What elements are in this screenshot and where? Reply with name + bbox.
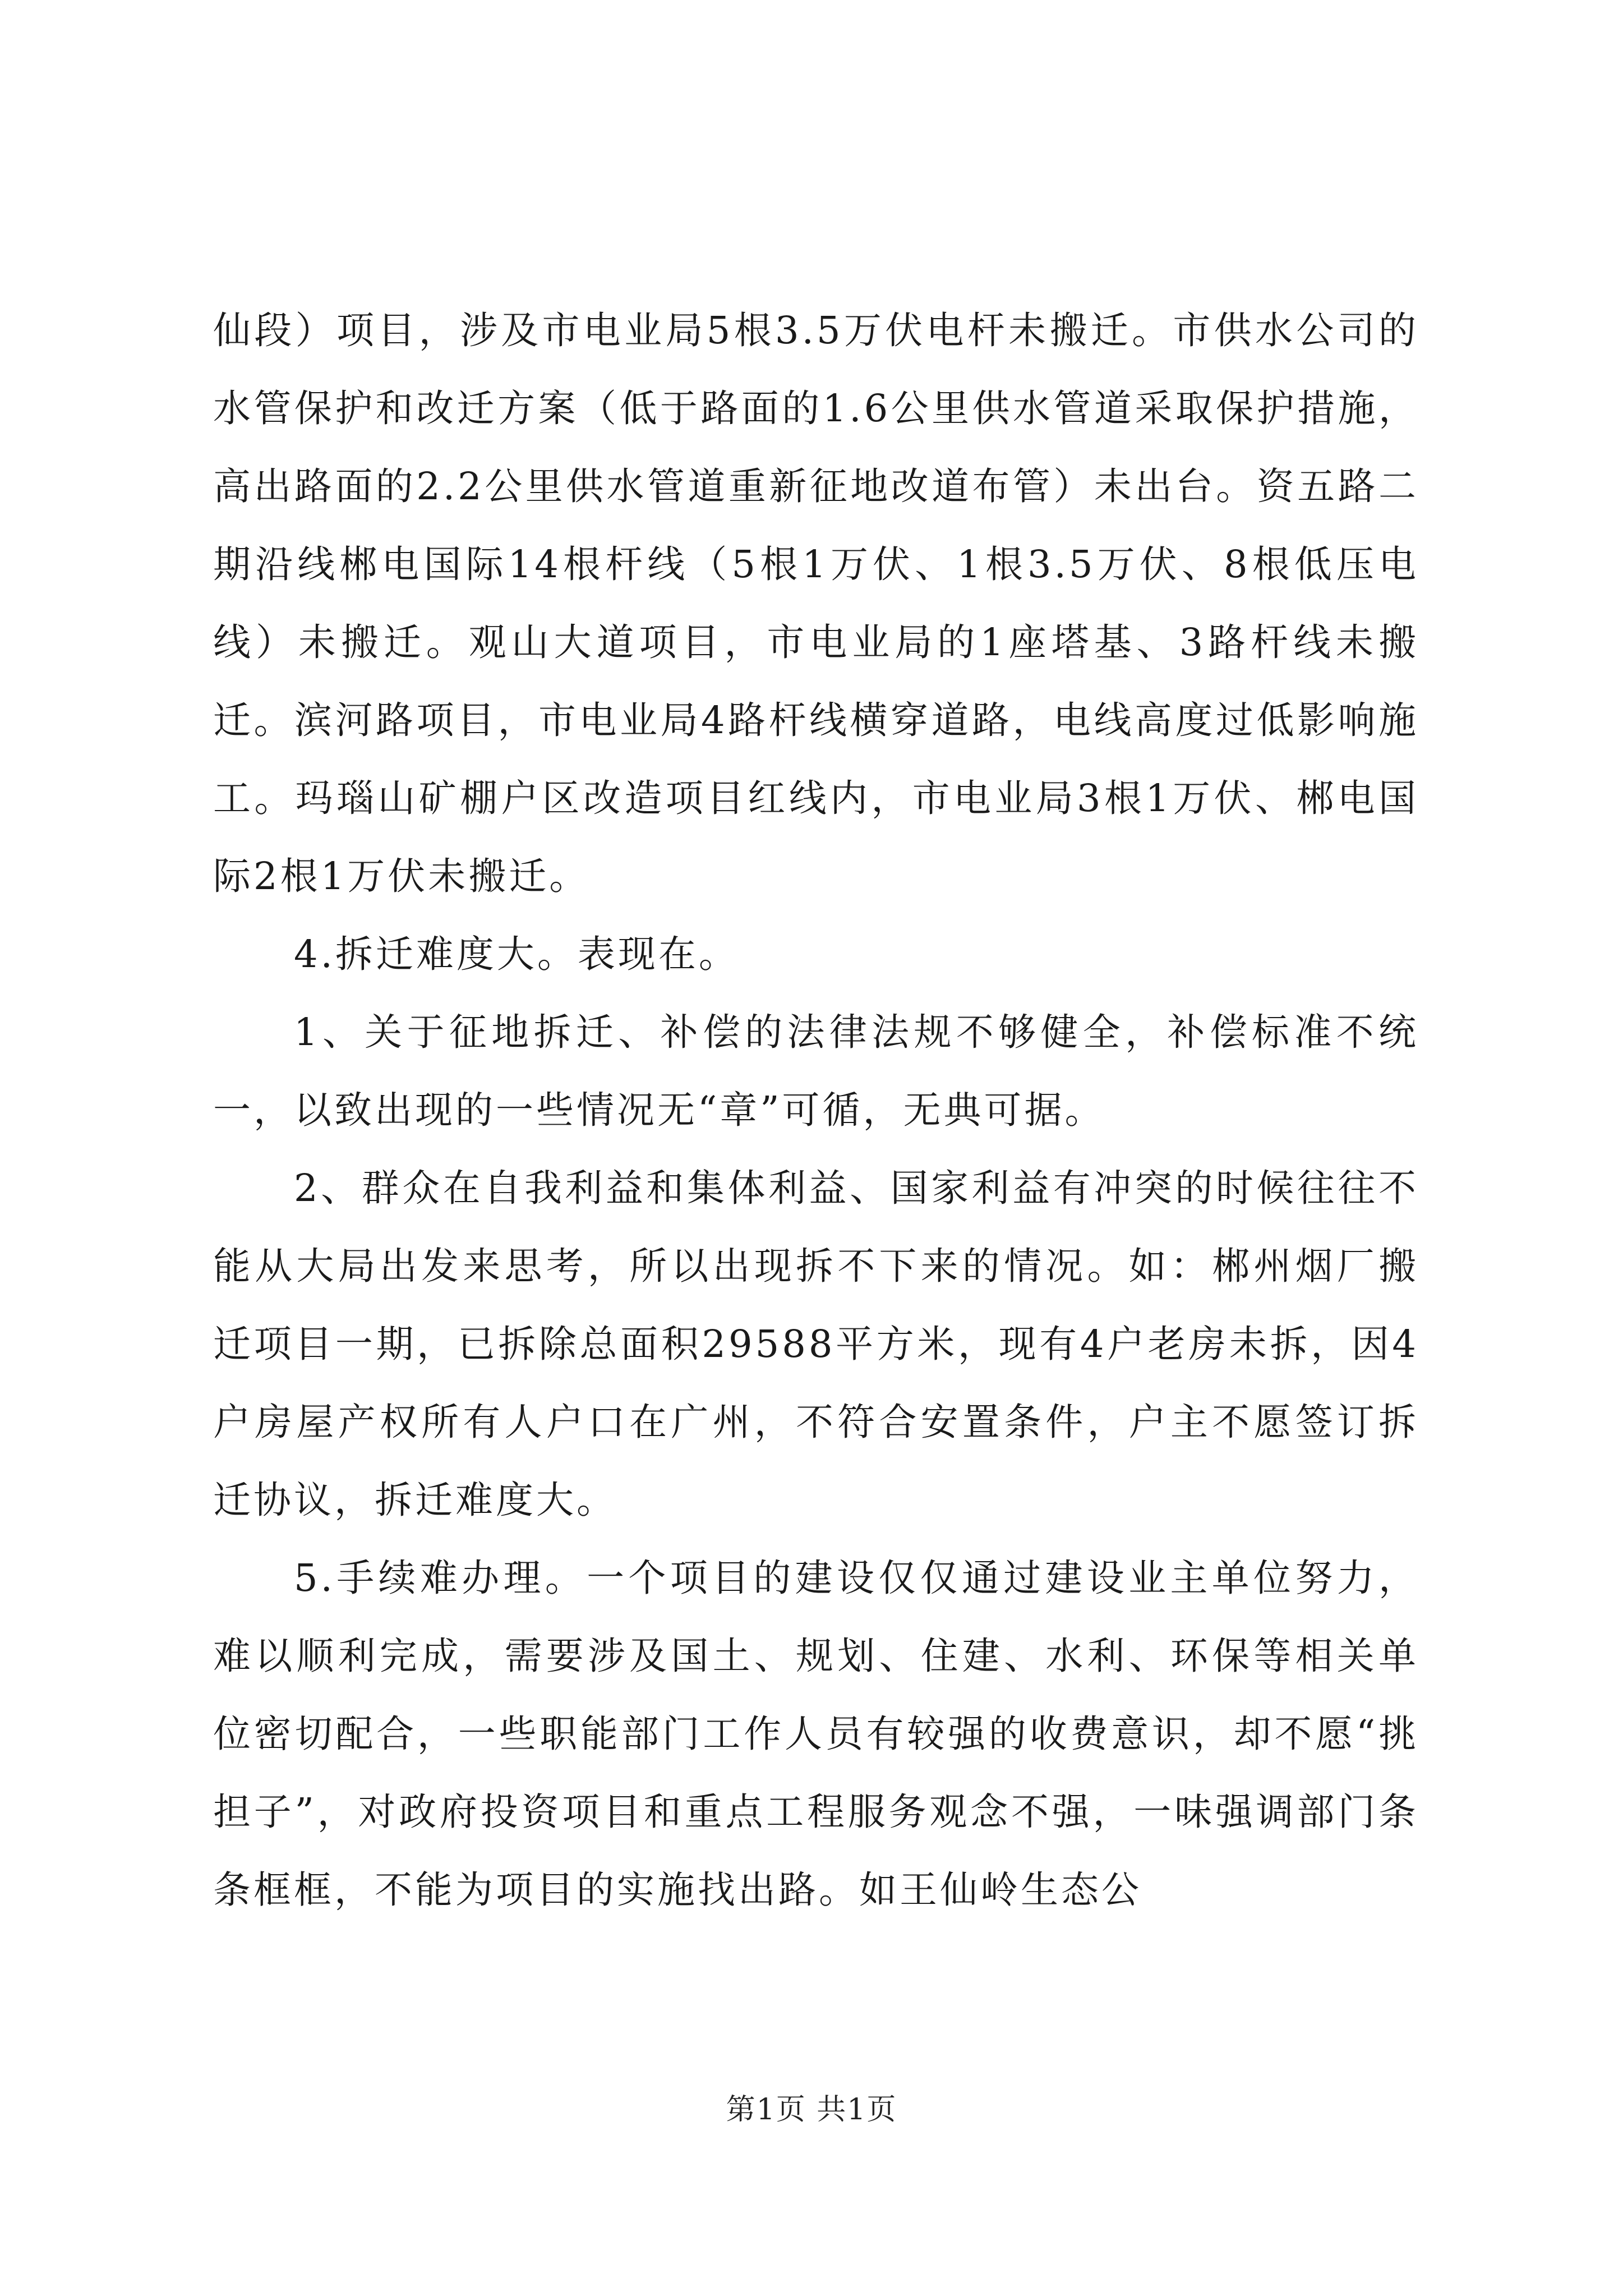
document-body xyxy=(213,292,1419,1929)
paragraph-continued: 仙段）项目，涉及市电业局5根3.5万伏电杆未搬迁。市供水公司的水管保护和改迁方案（低于路面的1.6公里供水管道采取保护措施，高出路面的2.2公里供水管道重新征地改道布管）未出台。资五路二期沿线郴电国际14根杆线（5根1万伏、1根3.5万伏、8根低压电线）未搬迁。观山大道项目，市电业局的1座塔基、3路杆线未搬迁。滨河路项目，市电业局4路杆线横穿道路，电线高度过低影响施工。玛瑙山矿棚户区改造项目红线内，市电业局3根1万伏、郴电国际2根1万伏未搬迁。 xyxy=(213,309,1419,898)
page-footer: 第1页 共1页 xyxy=(726,2093,897,2127)
paragraph-subitem-2: 2、群众在自我利益和集体利益、国家利益有冲突的时候往往不能从大局出发来思考，所以出现拆不下来的情况。如：郴州烟厂搬迁项目一期，已拆除总面积29588平方米，现有4户老房未拆，因4户房屋产权所有人户口在广州，不符合安置条件，户主不愿签订拆迁协议，拆迁难度大。 xyxy=(213,1166,1419,1522)
paragraph-item-4: 4.拆迁难度大。表现在。 xyxy=(294,932,739,976)
paragraph-subitem-1: 1、关于征地拆迁、补偿的法律法规不够健全，补偿标准不统一，以致出现的一些情况无“章”可循，无典可据。 xyxy=(213,1010,1419,1132)
paragraph-item-5: 5.手续难办理。一个项目的建设仅仅通过建设业主单位努力，难以顺利完成，需要涉及国土、规划、住建、水利、环保等相关单位密切配合，一些职能部门工作人员有较强的收费意识，却不愿“挑担子”，对政府投资项目和重点工程服务观念不强，一味强调部门条条框框，不能为项目的实施找出路。如王仙岭生态公 xyxy=(213,1556,1419,1912)
